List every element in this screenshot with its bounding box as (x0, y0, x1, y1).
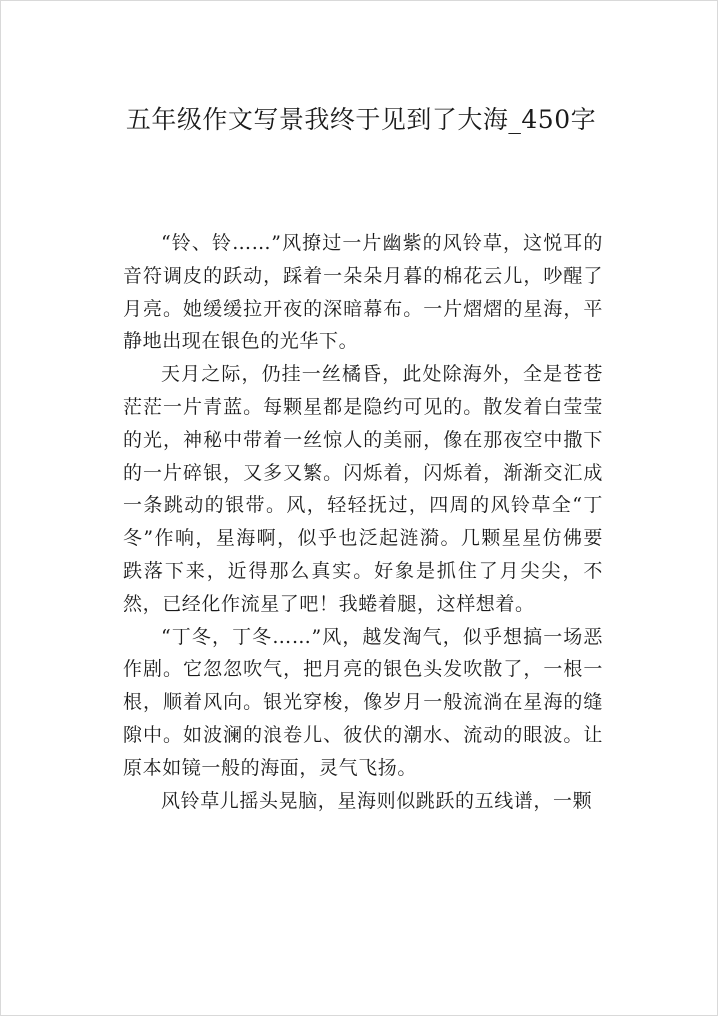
paragraph-3: “丁冬，丁冬……”风，越发淘气，似乎想搞一场恶作剧。它忽忽吹气，把月亮的银色头发吹散了，一根一根，顺着风向。银光穿梭，像岁月一般流淌在星海的缝隙中。如波澜的浪卷儿、彼伏的潮水、流动的眼波。让原本如镜一般的海面，灵气飞扬。 (123, 625, 603, 779)
document-title: 五年级作文写景我终于见到了大海_450字 (125, 105, 597, 134)
document-body (123, 227, 603, 817)
paragraph-4: 风铃草儿摇头晃脑，星海则似跳跃的五线谱，一颗 (161, 789, 593, 812)
paragraph-2: 天月之际，仍挂一丝橘昏，此处除海外，全是苍苍茫茫一片青蓝。每颗星都是隐约可见的。散发着白莹莹的光，神秘中带着一丝惊人的美丽，像在那夜空中撒下的一片碎银，又多又繁。闪烁着，闪烁着，渐渐交汇成一条跳动的银带。风，轻轻抚过，四周的风铃草全“丁冬”作响，星海啊，似乎也泛起涟漪。几颗星星仿佛要跌落下来，近得那么真实。好象是抓住了月尖尖，不然，已经化作流星了吧！我蜷着腿，这样想着。 (123, 363, 603, 615)
paragraph-1: “铃、铃……”风撩过一片幽紫的风铃草，这悦耳的音符调皮的跃动，踩着一朵朵月暮的棉花云儿，吵醒了月亮。她缓缓拉开夜的深暗幕布。一片熠熠的星海，平静地出现在银色的光华下。 (123, 232, 603, 353)
